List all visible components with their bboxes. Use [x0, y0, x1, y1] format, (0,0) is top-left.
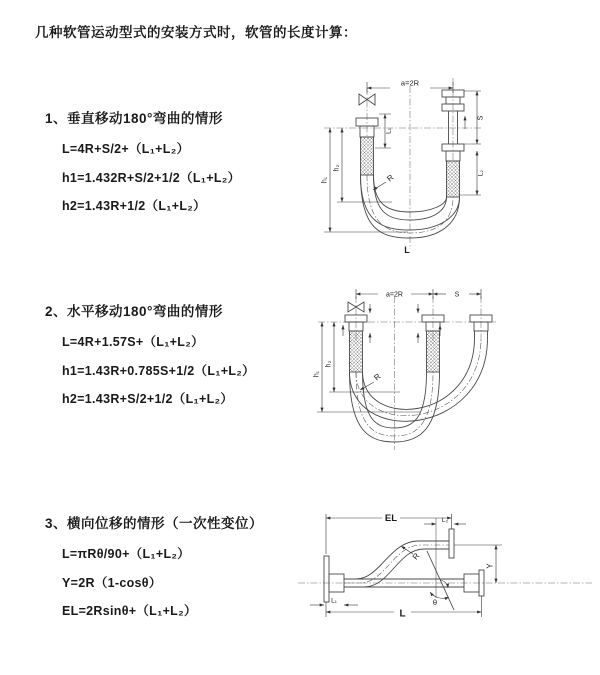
d1-dim-a2r-label: a=2R — [400, 78, 420, 88]
d3-radius-label: R — [410, 551, 422, 562]
d3-dim-l1-label: L₁ — [331, 597, 337, 605]
d2-dim-a2r-label: a=2R — [386, 291, 403, 299]
section-vertical-movement — [45, 107, 240, 221]
d2-dimensions — [317, 289, 481, 412]
d1-dim-l1-label: L₁ — [385, 128, 393, 134]
d3-left-flange — [324, 556, 344, 602]
d1-dim-l2-label: L₂ — [477, 169, 485, 177]
formula-l: L=πRθ/90+（L₁+L₂） — [62, 547, 191, 561]
d2-hose-u-bends — [350, 338, 488, 442]
section-2-heading: 2、水平移动180°弯曲的情形 — [45, 304, 223, 319]
diagram-lateral-displacement — [296, 498, 596, 653]
d3-radius-construction-line — [427, 551, 454, 610]
diagram-horizontal-180-bend — [312, 282, 592, 460]
page-title: 几种软管运动型式的安装方式时，软管的长度计算： — [35, 25, 357, 40]
d3-dim-y-label: Y — [485, 563, 495, 569]
formula-h1: h1=1.43R+0.785S+1/2（L₁+L₂） — [62, 363, 255, 378]
d3-dim-l2-label: L₂ — [441, 517, 449, 524]
d1-dim-h1-label: h₁ — [321, 176, 329, 184]
d3-theta-label: θ — [432, 598, 438, 607]
diagram-vertical-180-bend — [312, 72, 592, 257]
d3-dimensions — [310, 514, 502, 617]
d1-radius-label: R — [385, 172, 396, 184]
formula-l: L=4R+1.57S+（L₁+L₂） — [62, 335, 204, 349]
section-lateral-displacement — [45, 512, 263, 626]
formula-el: EL=2Rsinθ+（L₁+L₂） — [62, 604, 197, 618]
d3-dim-l-label: L — [399, 608, 406, 620]
formula-h2: h2=1.43R+S/2+1/2（L₁+L₂） — [62, 392, 234, 406]
d2-dim-h1-label: h₁ — [313, 370, 321, 378]
d3-dim-el-label: EL — [384, 513, 398, 524]
d2-dim-h2-label: h₂ — [325, 360, 333, 368]
d3-displaced-hose — [344, 529, 454, 587]
formula-h1: h1=1.432R+S/2+1/2（L₁+L₂） — [62, 170, 241, 185]
d1-dim-s-label: S — [475, 115, 485, 121]
d1-length-label: L — [404, 245, 410, 255]
formula-y: Y=2R（1-cosθ） — [62, 575, 162, 590]
formula-h2: h2=1.43R+1/2（L₁+L₂） — [62, 199, 206, 213]
d2-dim-s-label: S — [454, 291, 460, 299]
formula-l: L=4R+S/2+（L₁+L₂） — [62, 142, 190, 156]
section-1-heading: 1、垂直移动180°弯曲的情形 — [45, 111, 223, 126]
d1-dim-h2-label: h₂ — [333, 164, 341, 172]
section-horizontal-movement — [45, 300, 255, 414]
d2-radius-label: R — [372, 371, 383, 383]
section-3-heading: 3、横向位移的情形（一次性变位） — [45, 516, 264, 531]
